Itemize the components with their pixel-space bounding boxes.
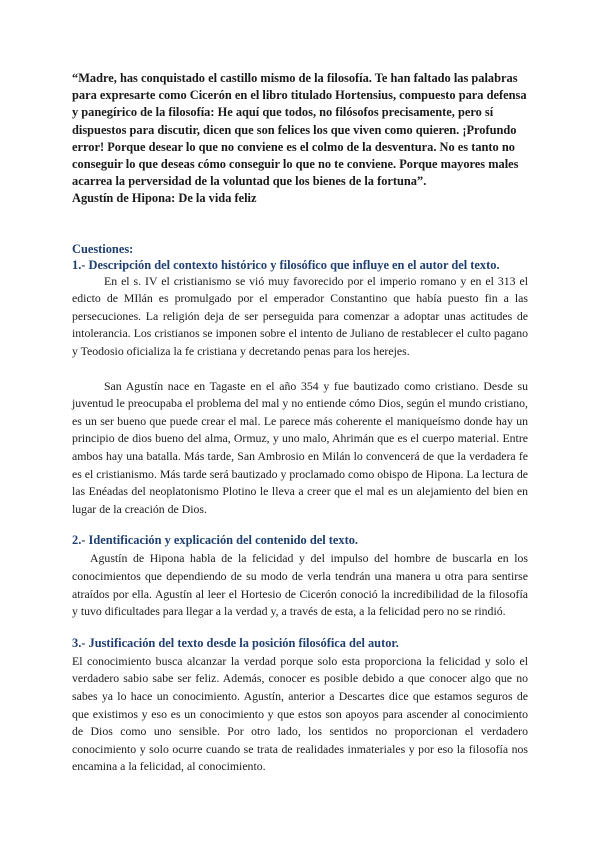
question-2-heading: 2.- Identificación y explicación del contenido del texto. xyxy=(72,533,358,548)
question-3-paragraph: El conocimiento busca alcanzar la verdad porque solo esta proporciona la felicidad y solo el verdadero sabio sabe ser feliz. Además, conocer es posible debido a que conocer algo que no sabes ya lo hace un conocimiento. Agustín, anterior a Descartes dice que estamos seguros de que existimos y eso es un conocimiento y que estos son apoyos para ascender al conocimiento de Dios como uno sensible. Por otro lado, los sentidos no proporcionan el verdadero conocimiento y solo ocurre cuando se trata de realidades inmateriales y por eso la filosofía nos encamina a la felicidad, al conocimiento. xyxy=(72,653,528,774)
question-1-paragraph-1: En el s. IV el cristianismo se vió muy favorecido por el imperio romano y en el 313 el edicto de MIlán es promulgado por el emperador Constantino que había puesto fin a las persecuciones. La religión deja de ser perseguida para comenzar a adoptar unas actitudes de intolerancia. Los cristianos se imponen sobre el intento de Juliano de restablecer el culto pagano y Teodosio oficializa la fe cristiana y decretando penas para los herejes. xyxy=(72,273,528,358)
question-2-paragraph: Agustín de Hipona habla de la felicidad y del impulso del hombre de buscarla en los conocimientos que dependiendo de su modo de verla tendrán una manera u otra para sentirse atraídos por ella. Agustín al leer el Hortesio de Cicerón conoció la incredibilidad de la filosofía y tuvo dificultades para llegar a la verdad y, a través de esta, a la felicidad pero no se rindió. xyxy=(72,551,528,619)
question-3-heading: 3.- Justificación del texto desde la posición filosófica del autor. xyxy=(72,635,399,650)
question-1-heading: 1.- Descripción del contexto histórico y filosófico que influye en el autor del texto. xyxy=(72,257,500,272)
question-1-paragraph-2: San Agustín nace en Tagaste en el año 354 y fue bautizado como cristiano. Desde su juventud le preocupaba el problema del mal y no entiende cómo Dios, según el mundo cristiano, es un ser bueno que puede crear el mal. Le parece más coherente el maniqueísmo donde hay un principio de dios bueno del alma, Ormuz, y uno malo, Ahrimán que es el cuerpo material. Entre ambos hay una batalla. Más tarde, San Ambrosio en Milán lo convencerá de que la verdadera fe es el cristianismo. Más tarde será bautizado y proclamado como obispo de Hipona. La lectura de las Enéadas del neoplatonismo Plotino le lleva a creer que el mal es un alejamiento del bien en lugar de la creación de Dios. xyxy=(72,378,528,516)
quote-attribution: Agustín de Hipona: De la vida feliz xyxy=(72,191,257,206)
questions-label: Cuestiones: xyxy=(72,241,134,256)
opening-quote: “Madre, has conquistado el castillo mismo de la filosofía. Te han faltado las palabras para expresarte como Cicerón en el libro titulado Hortensius, compuesto para defensa y panegírico de la filosofía: He aquí que todos, no filósofos precisamente, pero sí dispuestos para discutir, dicen que son felices los que viven como quieren. ¡Profundo error! Porque desear lo que no conviene es el colmo de la desventura. No es tanto no conseguir lo que deseas cómo conseguir lo que no te conviene. Porque mayores males acarrea la perversidad de la voluntad que los bienes de la fortuna”. xyxy=(72,71,527,189)
